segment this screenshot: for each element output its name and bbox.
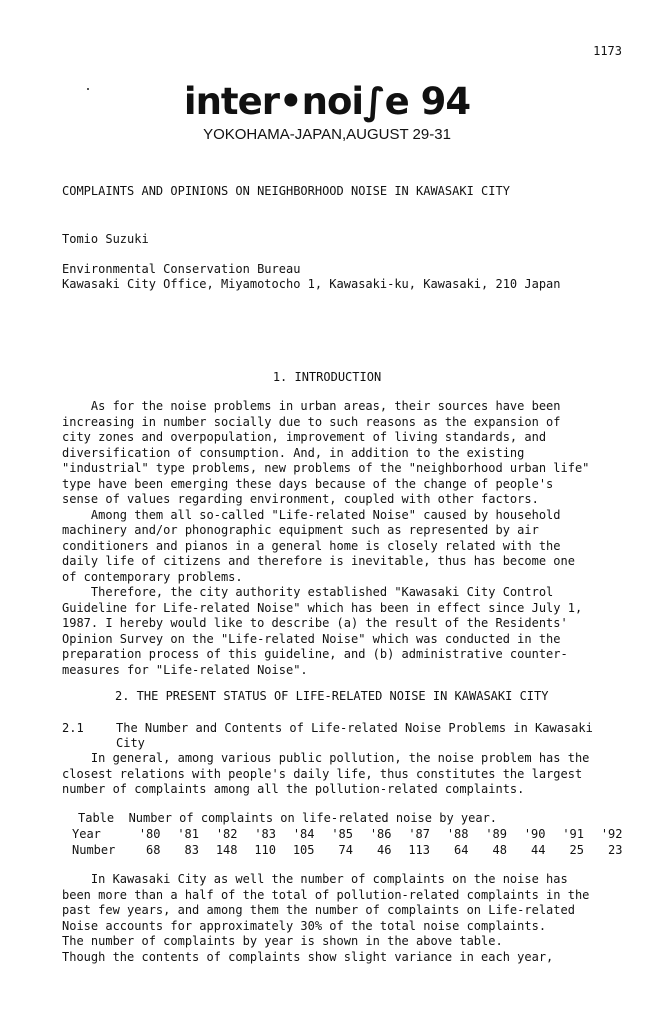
text-line: increasing in number socially due to such reasons as the expansion of <box>62 414 561 429</box>
text-line: Though the contents of complaints show slight variance in each year, <box>62 949 554 964</box>
number-cell: 148 <box>215 843 238 857</box>
year-cell: '82 <box>215 827 238 841</box>
number-cell: 23 <box>608 843 623 857</box>
section-heading: 1. INTRODUCTION <box>272 370 382 384</box>
number-cell: 46 <box>377 843 392 857</box>
number-cell: 110 <box>254 843 276 857</box>
text-line: Therefore, the city authority established "Kawasaki City Control <box>62 585 554 599</box>
number-cell: 74 <box>338 843 353 857</box>
year-cell: '86 <box>369 827 392 841</box>
text-line: past few years, and among them the number of complaints on Life-related <box>62 903 575 917</box>
text-line: number of complaints among all the pollution-related complaints. <box>62 782 525 796</box>
number-cell: 105 <box>292 843 315 857</box>
subsection-title: The Number and Contents of Life-related Noise Problems in Kawasaki <box>116 721 593 735</box>
affiliation-line: Kawasaki City Office, Miyamotocho 1, Kawasaki-ku, Kawasaki, 210 Japan <box>62 277 561 291</box>
conference-logo: inter•noi∫e 94 <box>183 80 471 123</box>
affiliation-line: Environmental Conservation Bureau <box>62 262 301 276</box>
text-line: closest relations with people's daily life, thus constitutes the largest <box>62 766 583 781</box>
number-cell: 83 <box>184 843 199 857</box>
text-line: measures for "Life-related Noise". <box>62 662 308 677</box>
number-cell: 64 <box>454 843 469 857</box>
text-line: preparation process of this guideline, and (b) administrative counter- <box>62 647 568 661</box>
text-line: 1987. I hereby would like to describe (a) the result of the Residents' <box>62 616 568 630</box>
year-cell: '84 <box>292 827 315 841</box>
text-line: daily life of citizens and therefore is inevitable, thus has become one <box>62 554 575 568</box>
row-label: Number <box>72 843 116 857</box>
table-row <box>72 826 623 842</box>
text-line: of contemporary problems. <box>62 569 243 584</box>
number-cell: 25 <box>569 843 584 857</box>
subsection-title: City <box>116 736 145 750</box>
text-line: In general, among various public pollution, the noise problem has the <box>62 751 590 765</box>
text-line: Noise accounts for approximately 30% of the total noise complaints. <box>62 918 547 933</box>
closing-body <box>62 872 628 965</box>
text-line: city zones and overpopulation, improvement of living standards, and <box>62 430 547 444</box>
year-cell: '81 <box>177 827 199 841</box>
author-name: Tomio Suzuki <box>62 232 149 246</box>
text-line: machinery and/or phonographic equipment such as represented by air <box>62 523 539 537</box>
table-caption: Table Number of complaints on life-related noise by year. <box>78 811 498 825</box>
text-line: Opinion Survey on the "Life-related Noise" which was conducted in the <box>62 631 561 646</box>
year-cell: '92 <box>600 827 623 841</box>
conference-venue: YOKOHAMA-JAPAN,AUGUST 29-31 <box>203 126 451 143</box>
year-cell: '89 <box>485 827 507 841</box>
text-line: conditioners and pianos in a general home is closely related with the <box>62 538 561 553</box>
row-label: Year <box>72 827 101 841</box>
introduction-body <box>62 399 628 678</box>
table-row <box>72 842 623 858</box>
year-cell: '91 <box>562 827 584 841</box>
year-cell: '90 <box>523 827 546 841</box>
year-cell: '80 <box>138 827 161 841</box>
text-line: sense of values regarding environment, coupled with other factors. <box>62 492 539 506</box>
year-cell: '88 <box>446 827 469 841</box>
paper-title: COMPLAINTS AND OPINIONS ON NEIGHBORHOOD NOISE IN KAWASAKI CITY <box>62 184 510 198</box>
text-line: type have been emerging these days because of the change of people's <box>62 476 554 491</box>
year-cell: '87 <box>408 827 430 841</box>
text-line: Guideline for Life-related Noise" which has been in effect since July 1, <box>62 600 583 615</box>
section-heading: 2. THE PRESENT STATUS OF LIFE-RELATED NOISE IN KAWASAKI CITY <box>115 689 549 703</box>
number-cell: 44 <box>531 843 546 857</box>
section2-body <box>62 751 628 798</box>
text-line: The number of complaints by year is shown in the above table. <box>62 934 503 948</box>
text-line: As for the noise problems in urban areas, their sources have been <box>62 399 561 413</box>
text-line: "industrial" type problems, new problems of the "neighborhood urban life" <box>62 461 590 475</box>
number-cell: 68 <box>146 843 161 857</box>
text-line: diversification of consumption. And, in addition to the existing <box>62 445 525 460</box>
number-cell: 113 <box>408 843 430 857</box>
text-line: Among them all so-called "Life-related Noise" caused by household <box>62 507 561 522</box>
complaints-table <box>72 826 623 858</box>
number-cell: 48 <box>492 843 507 857</box>
page-number: 1173 <box>593 44 622 58</box>
text-line: In Kawasaki City as well the number of complaints on the noise has <box>62 872 568 886</box>
subsection-number: 2.1 <box>62 721 84 735</box>
year-cell: '83 <box>254 827 276 841</box>
year-cell: '85 <box>331 827 353 841</box>
text-line: been more than a half of the total of pollution-related complaints in the <box>62 887 590 902</box>
